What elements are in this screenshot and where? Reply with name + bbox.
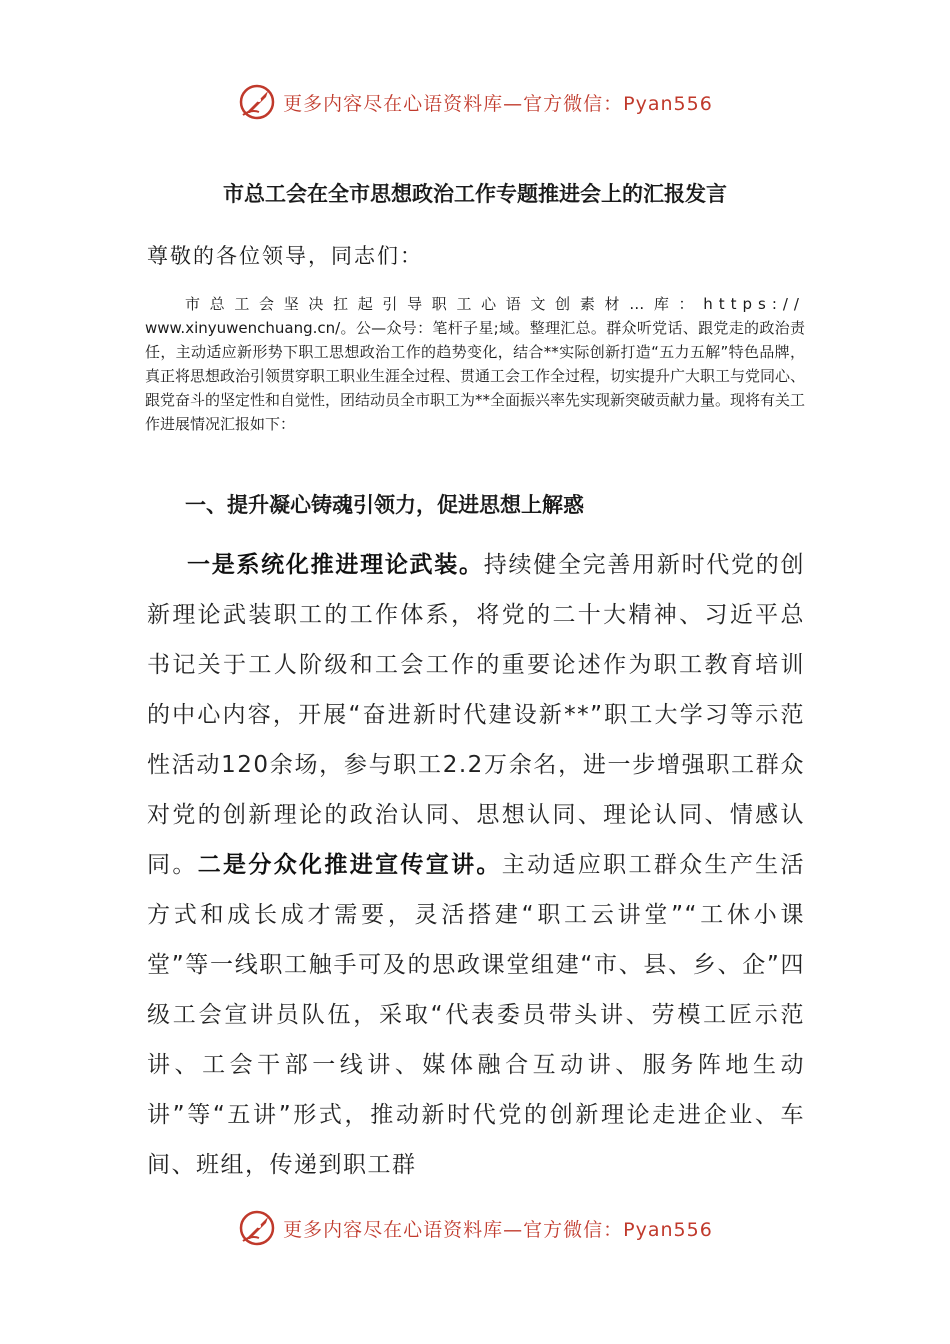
- pen-nib-logo-icon: [237, 82, 277, 122]
- pen-nib-logo-icon: [237, 1208, 277, 1248]
- point-1-heading: 一是系统化推进理论武装。: [187, 552, 484, 578]
- intro-rest: www.xinyuwenchuang.cn/。公—众号：笔杆子星;域。整理汇总。群众听党话、跟党走的政治责任，主动适应新形势下职工思想政治工作的趋势变化，结合**实际创新打造“五力五解”特色品牌，真正将思想政治引领贯穿职工职业生涯全过程、贯通工会工作全过程，切实提升广大职工与党同心、跟党奋斗的坚定性和自觉性，团结动员全市职工为**全面振兴率先实现新突破贡献力量。现将有关工作进展情况汇报如下：: [145, 319, 806, 433]
- header-watermark-banner: [0, 80, 950, 124]
- section-heading-1: 一、提升凝心铸魂引领力，促进思想上解惑: [185, 493, 584, 517]
- watermark-text: 更多内容尽在心语资料库—官方微信：Pyan556: [283, 1218, 713, 1241]
- point-1-text: 持续健全完善用新时代党的创新理论武装职工的工作体系，将党的二十大精神、习近平总书记关于工人阶级和工会工作的重要论述作为职工教育培训的中心内容，开展“奋进新时代建设新**”职工大学习等示范性活动120余场，参与职工2.2万余名，进一步增强职工群众对党的创新理论的政治认同、思想认同、理论认同、情感认同。: [147, 552, 806, 878]
- footer-watermark-banner: [0, 1206, 950, 1250]
- document-title: 市总工会在全市思想政治工作专题推进会上的汇报发言: [223, 182, 727, 206]
- intro-first-line: 市总工会坚决扛起引导职工心语文创素材…库：https://: [185, 295, 805, 313]
- intro-paragraph: [145, 292, 805, 436]
- body-paragraph-1: [147, 540, 805, 1190]
- point-2-heading: 二是分众化推进宣传宣讲。: [197, 852, 502, 878]
- salutation: 尊敬的各位领导，同志们：: [147, 244, 423, 268]
- watermark-text: 更多内容尽在心语资料库—官方微信：Pyan556: [283, 92, 713, 115]
- point-2-text: 主动适应职工群众生产生活方式和成长成才需要，灵活搭建“职工云讲堂”“工休小课堂”等一线职工触手可及的思政课堂组建“市、县、乡、企”四级工会宣讲员队伍，采取“代表委员带头讲、劳模工匠示范讲、工会干部一线讲、媒体融合互动讲、服务阵地生动讲”等“五讲”形式，推动新时代党的创新理论走进企业、车间、班组，传递到职工群: [147, 852, 806, 1178]
